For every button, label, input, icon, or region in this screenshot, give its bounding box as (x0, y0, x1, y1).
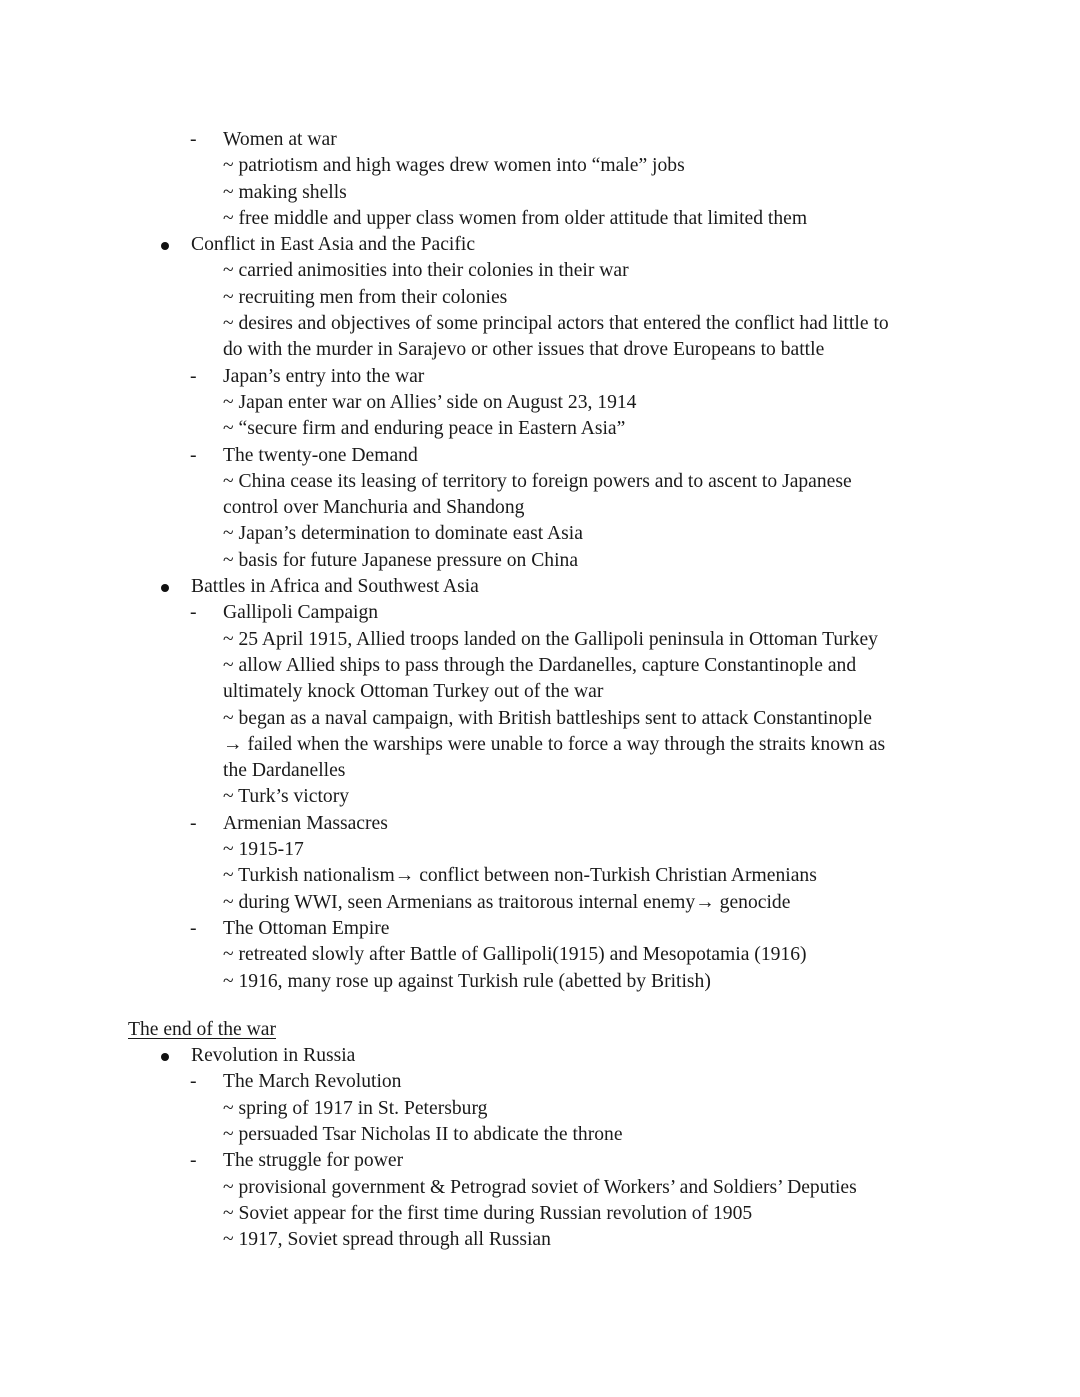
line-text: ~ provisional government & Petrograd soviet of Workers’ and Soldiers’ Deputies (223, 1176, 857, 1198)
section-gap (0, 995, 1080, 1017)
line-text: ~ retreated slowly after Battle of Gallipoli(1915) and Mesopotamia (1916) (223, 944, 807, 966)
dash-subtopic (0, 443, 1080, 469)
line-text: ~ Turk’s victory (223, 786, 350, 808)
note-line (0, 416, 1080, 442)
bullet-topic (0, 232, 1080, 258)
section-heading: The end of the war (128, 1018, 276, 1040)
note-line (0, 969, 1080, 995)
note-line (0, 548, 1080, 574)
note-line (0, 653, 1080, 679)
note-line (0, 206, 1080, 232)
line-text: control over Manchuria and Shandong (223, 497, 525, 519)
line-text: ~ Japan’s determination to dominate east Asia (223, 523, 583, 545)
line-text: do with the murder in Sarajevo or other issues that drove Europeans to battle (223, 339, 825, 361)
line-text: ~ 1917, Soviet spread through all Russian (223, 1229, 551, 1251)
line-text: Women at war (223, 129, 337, 150)
dash-subtopic (0, 127, 1080, 153)
note-line (0, 1122, 1080, 1148)
line-text: Gallipoli Campaign (223, 602, 379, 624)
note-line (0, 863, 1080, 889)
line-text: ~ free middle and upper class women from older attitude that limited them (223, 207, 808, 229)
note-line (0, 758, 1080, 784)
line-text: ~ spring of 1917 in St. Petersburg (223, 1097, 488, 1119)
note-line (0, 311, 1080, 337)
line-text: The Ottoman Empire (223, 917, 390, 939)
note-line (0, 627, 1080, 653)
dash-subtopic (0, 364, 1080, 390)
line-text: ~ began as a naval campaign, with British battleships sent to attack Constantinople (223, 707, 872, 729)
line-text: Revolution in Russia (191, 1045, 356, 1067)
line-text: the Dardanelles (223, 760, 346, 782)
line-text: Japan’s entry into the war (223, 365, 425, 387)
bullet-topic (0, 574, 1080, 600)
line-text: ~ 1916, many rose up against Turkish rule (abetted by British) (223, 970, 711, 992)
line-text: ~ allow Allied ships to pass through the Dardanelles, capture Constantinople and (223, 654, 857, 676)
note-line (0, 390, 1080, 416)
dash-subtopic (0, 1148, 1080, 1174)
note-line (0, 285, 1080, 311)
line-text: ~ patriotism and high wages drew women into “male” jobs (223, 155, 685, 177)
line-text: ultimately knock Ottoman Turkey out of the war (223, 681, 604, 703)
note-line (0, 679, 1080, 705)
note-line (0, 732, 1080, 758)
dash-subtopic (0, 916, 1080, 942)
line-text: ~ China cease its leasing of territory to foreign powers and to ascent to Japanese (223, 470, 852, 492)
line-text: ~ Japan enter war on Allies’ side on August 23, 1914 (223, 391, 637, 413)
line-text: ~ making shells (223, 181, 347, 203)
note-line (0, 706, 1080, 732)
dash-subtopic (0, 811, 1080, 837)
line-text: ~ carried animosities into their colonies in their war (223, 260, 629, 282)
line-text: ~ recruiting men from their colonies (223, 286, 508, 308)
line-text: ~ basis for future Japanese pressure on China (223, 549, 579, 571)
line-text: Armenian Massacres (223, 812, 388, 834)
note-line (0, 890, 1080, 916)
line-text: The March Revolution (223, 1071, 402, 1093)
line-text: ~ 1915-17 (223, 839, 304, 861)
notes-document (0, 127, 1080, 1253)
note-line (0, 153, 1080, 179)
note-line (0, 337, 1080, 363)
note-line (0, 1096, 1080, 1122)
line-text: ~ Soviet appear for the first time during Russian revolution of 1905 (223, 1202, 753, 1224)
note-line (0, 521, 1080, 547)
note-line (0, 495, 1080, 521)
line-text: The struggle for power (223, 1150, 404, 1172)
note-line (0, 1175, 1080, 1201)
bullet-topic (0, 1043, 1080, 1069)
note-line (0, 784, 1080, 810)
note-line (0, 258, 1080, 284)
dash-subtopic (0, 1069, 1080, 1095)
note-line (0, 1227, 1080, 1253)
line-text: Conflict in East Asia and the Pacific (191, 234, 476, 256)
line-text: → failed when the warships were unable to force a way through the straits known as (223, 733, 886, 755)
line-text: The twenty-one Demand (223, 444, 418, 466)
note-line (0, 469, 1080, 495)
line-text: ~ “secure firm and enduring peace in Eastern Asia” (223, 418, 626, 440)
line-text: Battles in Africa and Southwest Asia (191, 576, 479, 598)
note-line (0, 180, 1080, 206)
note-line (0, 837, 1080, 863)
note-line (0, 942, 1080, 968)
note-line (0, 1201, 1080, 1227)
line-text: ~ Turkish nationalism→ conflict between non-Turkish Christian Armenians (223, 865, 817, 887)
line-text: ~ persuaded Tsar Nicholas II to abdicate the throne (223, 1123, 623, 1145)
line-text: ~ 25 April 1915, Allied troops landed on the Gallipoli peninsula in Ottoman Turkey (223, 628, 878, 650)
line-text: ~ during WWI, seen Armenians as traitorous internal enemy→ genocide (223, 891, 791, 913)
dash-subtopic (0, 600, 1080, 626)
line-text: ~ desires and objectives of some principal actors that entered the conflict had little to (223, 313, 889, 335)
